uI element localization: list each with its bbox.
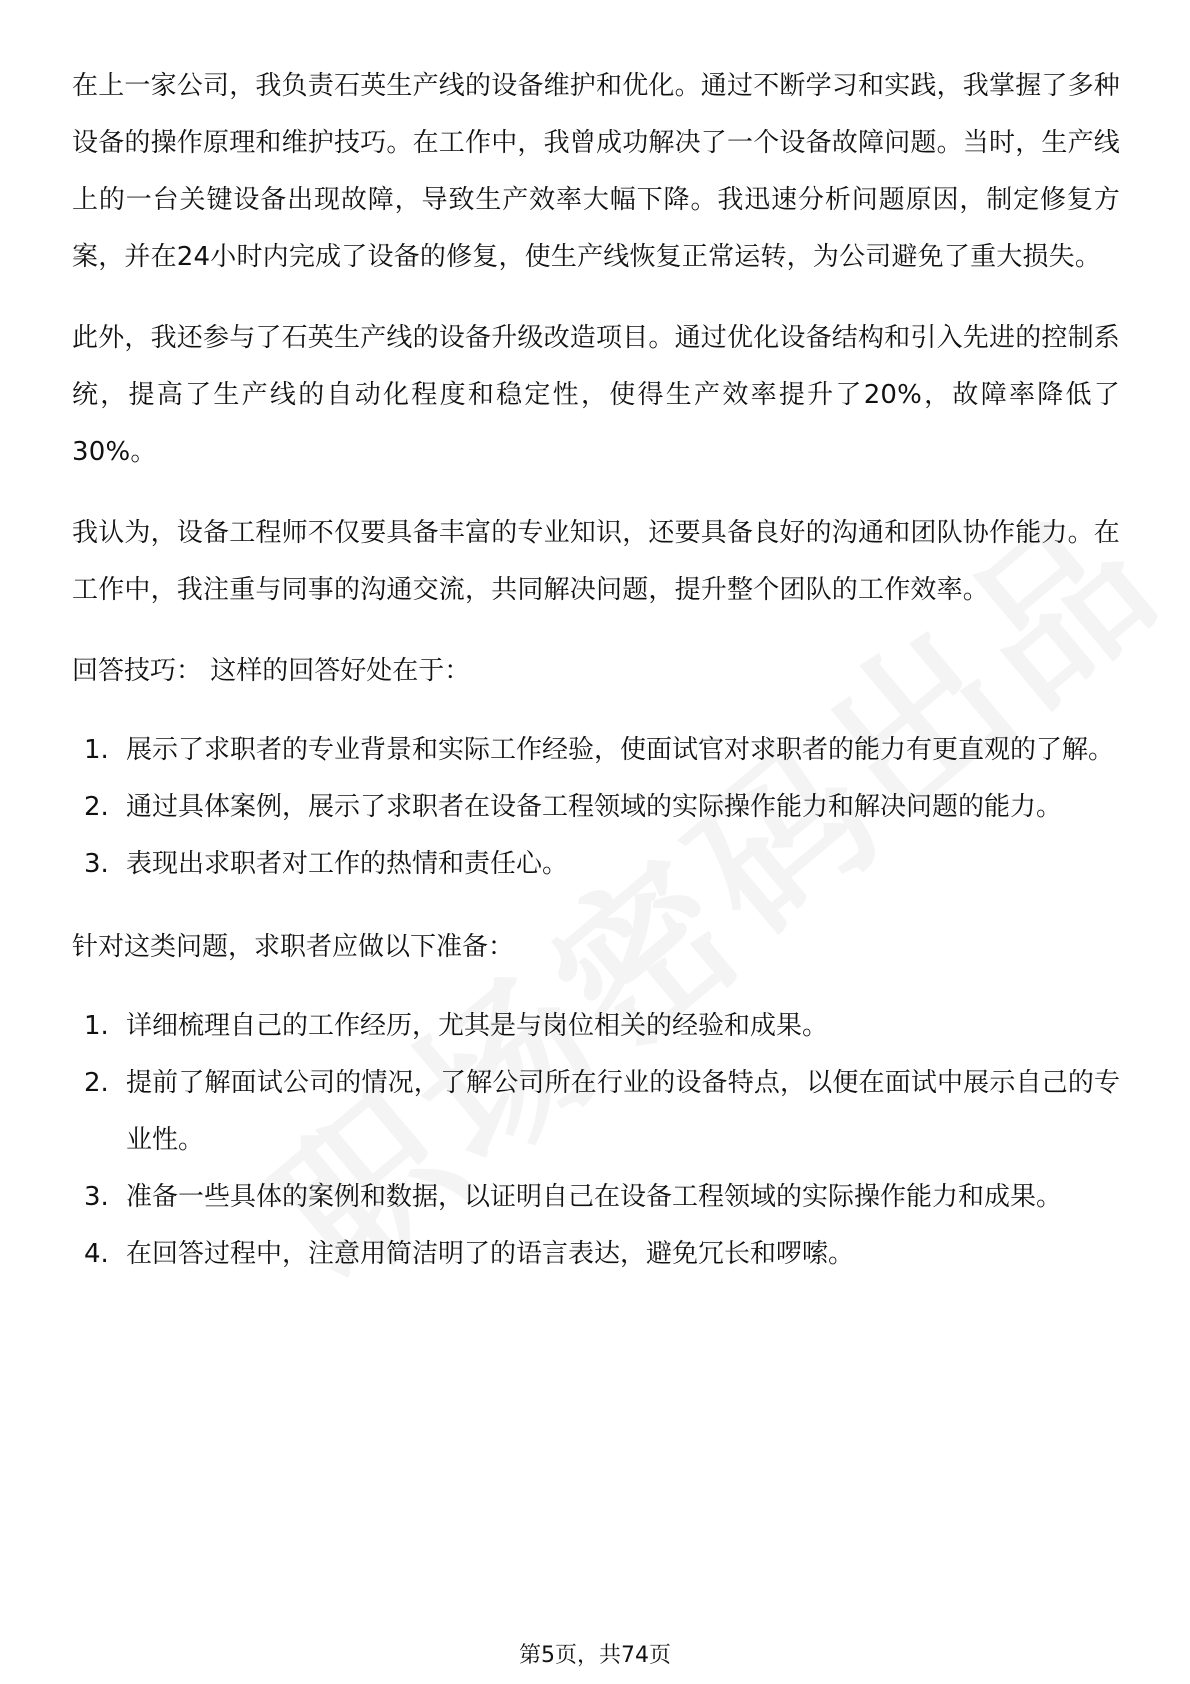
prep-heading: 针对这类问题，求职者应做以下准备： xyxy=(72,932,515,962)
list-number: 1. xyxy=(84,735,109,765)
list-item xyxy=(72,722,1120,779)
list-number: 4. xyxy=(84,1239,109,1269)
list-item xyxy=(72,1169,1120,1226)
list-item xyxy=(72,836,1120,893)
list-item-text: 通过具体案例，展示了求职者在设备工程领域的实际操作能力和解决问题的能力。 xyxy=(126,792,1063,822)
list-number: 1. xyxy=(84,1011,109,1041)
list-number: 3. xyxy=(84,1182,109,1212)
tips-heading: 回答技巧： 这样的回答好处在于： xyxy=(72,656,471,686)
list-number: 2. xyxy=(84,1068,109,1098)
list-item-text: 展示了求职者的专业背景和实际工作经验，使面试官对求职者的能力有更直观的了解。 xyxy=(126,735,1115,765)
list-item xyxy=(72,998,1120,1055)
tips-list xyxy=(72,722,1120,893)
list-item-text: 准备一些具体的案例和数据，以证明自己在设备工程领域的实际操作能力和成果。 xyxy=(126,1182,1063,1212)
list-item-text: 在回答过程中，注意用简洁明了的语言表达，避免冗长和啰嗦。 xyxy=(126,1239,855,1269)
list-item-text: 表现出求职者对工作的热情和责任心。 xyxy=(126,849,569,879)
list-number: 3. xyxy=(84,849,109,879)
page-number: 第5页，共74页 xyxy=(519,1643,671,1668)
paragraph-upgrade-project: 此外，我还参与了石英生产线的设备升级改造项目。通过优化设备结构和引入先进的控制系统，提高了生产线的自动化程度和稳定性，使得生产效率提升了20%，故障率降低了30%。 xyxy=(72,323,1121,467)
paragraph-teamwork: 我认为，设备工程师不仅要具备丰富的专业知识，还要具备良好的沟通和团队协作能力。在工作中，我注重与同事的沟通交流，共同解决问题，提升整个团队的工作效率。 xyxy=(72,518,1121,605)
list-item xyxy=(72,1055,1120,1169)
list-item-text: 提前了解面试公司的情况，了解公司所在行业的设备特点，以便在面试中展示自己的专业性。 xyxy=(126,1068,1120,1155)
list-item xyxy=(72,1226,1120,1283)
paragraph-experience: 在上一家公司，我负责石英生产线的设备维护和优化。通过不断学习和实践，我掌握了多种设备的操作原理和维护技巧。在工作中，我曾成功解决了一个设备故障问题。当时，生产线上的一台关键设备出现故障，导致生产效率大幅下降。我迅速分析问题原因，制定修复方案，并在24小时内完成了设备的修复，使生产线恢复正常运转，为公司避免了重大损失。 xyxy=(72,71,1121,272)
list-number: 2. xyxy=(84,792,109,822)
document-body xyxy=(72,58,1120,1309)
list-item xyxy=(72,779,1120,836)
prep-list xyxy=(72,998,1120,1283)
list-item-text: 详细梳理自己的工作经历，尤其是与岗位相关的经验和成果。 xyxy=(126,1011,829,1041)
